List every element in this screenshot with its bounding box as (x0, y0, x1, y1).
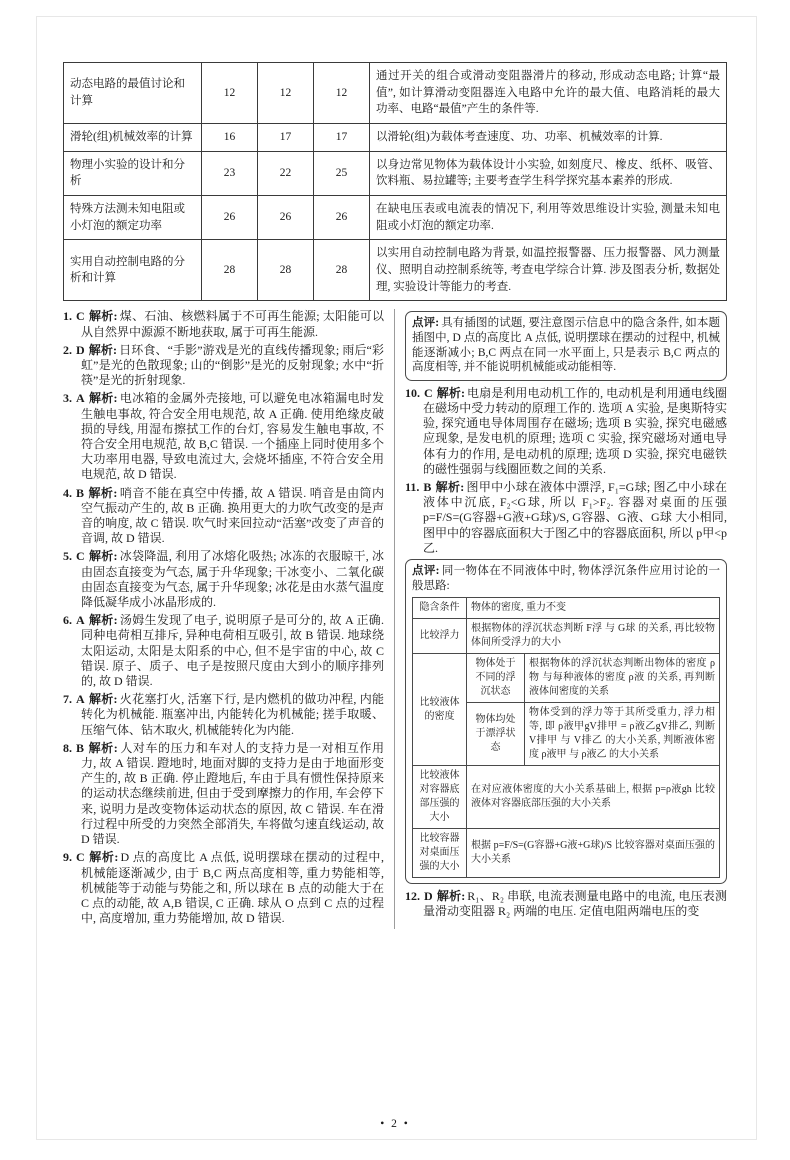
buoyancy-label-cell: 比较浮力 (413, 619, 467, 654)
answer-columns (63, 309, 727, 929)
answer-item-4 (63, 486, 384, 547)
table-row (413, 654, 720, 703)
analysis-label: 解析: (88, 613, 118, 628)
item-number: 8. (63, 740, 72, 755)
topic-cell: 实用自动控制电路的分析和计算 (64, 240, 202, 301)
item-text: R₁、R₂ 串联, 电流表测量电路中的电流, 电压表测量滑动变阻器 R₂ 两端的电压. 定值电阻两端电压的变 (423, 889, 727, 919)
answer-item-3 (63, 391, 384, 482)
analysis-label: 解析: (435, 479, 465, 494)
analysis-label: 解析: (88, 485, 118, 500)
answer-item-2 (63, 343, 384, 389)
item-answer: C (76, 850, 85, 865)
item-text: 日环食、“手影”游戏是光的直线传播现象; 雨后“彩虹”是光的色散现象; 山的“倒影”是光的反射现象; 水中“折筷”是光的折射现象. (81, 342, 384, 388)
left-column (63, 309, 394, 929)
item-number: 9. (63, 850, 72, 865)
table-row (413, 619, 720, 654)
item-answer: A (76, 692, 85, 707)
number-cell: 17 (314, 124, 370, 152)
analysis-label: 解析: (88, 549, 118, 564)
answer-item-8 (63, 741, 384, 847)
item-text: 汤姆生发现了电子, 说明原子是可分的, 故 A 正确. 同种电荷相互排斥, 异种电荷相互吸引, 故 B 错误. 地球绕太阳运动, 太阳是太阳系的中心, 但不是宇宙的中心, 故 C 错误. 原子、质子、电子是按照尺度由大到小的顺序排列的, 故 D 错误. (81, 613, 384, 689)
state-text-cell: 物体受到的浮力等于其所受重力, 浮力相等, 即 ρ液甲gV排甲 = ρ液乙gV排乙, 判断 V排甲 与 V排乙 的大小关系, 判断液体密度 ρ液甲 与 ρ液乙 的大小关系 (525, 703, 720, 766)
topic-cell: 滑轮(组)机械效率的计算 (64, 124, 202, 152)
table-row (64, 240, 727, 301)
number-cell: 28 (314, 240, 370, 301)
analysis-label: 解析: (436, 385, 465, 400)
number-cell: 26 (202, 196, 258, 240)
comment-text: 同一物体在不同液体中时, 物体浮沉条件应用讨论的一般思路: (412, 565, 720, 592)
condition-label-cell: 隐含条件 (413, 598, 467, 619)
analysis-label: 解析: (88, 391, 118, 406)
state-text-cell: 根据物体的浮沉状态判断出物体的密度 ρ物 与每种液体的密度 ρ液 的关系, 再判断液体间密度的关系 (525, 654, 720, 703)
item-answer: D (424, 889, 433, 904)
description-cell: 通过开关的组合或滑动变阻器滑片的移动, 形成动态电路; 计算“最值”, 如计算滑动变阻器连入电路中允许的最大值、电路消耗的最大功率、电路“最值”产生的条件等. (370, 63, 727, 124)
bottom-pressure-label-cell: 比较液体对容器底部压强的大小 (413, 766, 467, 829)
item-number: 1. (63, 309, 72, 324)
comment-label: 点评: (412, 317, 440, 330)
answer-item-9 (63, 850, 384, 926)
page-content (63, 62, 727, 929)
topic-cell: 特殊方法测未知电阻或小灯泡的额定功率 (64, 196, 202, 240)
comment-label: 点评: (412, 565, 440, 577)
item-answer: B (76, 485, 85, 500)
number-cell: 26 (314, 196, 370, 240)
item-answer: D (76, 342, 85, 357)
description-cell: 在缺电压表或电流表的情况下, 利用等效思维设计实验, 测量未知电阻或小灯泡的额定功率. (370, 196, 727, 240)
answer-item-10 (405, 386, 727, 477)
item-number: 2. (63, 342, 72, 357)
table-row (413, 766, 720, 829)
comment-box-2 (405, 559, 727, 884)
answer-item-12 (405, 889, 727, 919)
analysis-label: 解析: (88, 692, 118, 707)
analysis-label: 解析: (436, 889, 466, 904)
item-answer: A (76, 613, 85, 628)
item-answer: C (76, 309, 85, 324)
table-row (413, 829, 720, 878)
topic-cell: 动态电路的最值讨论和计算 (64, 63, 202, 124)
item-number: 10. (405, 385, 420, 400)
table-row (64, 63, 727, 124)
number-cell: 25 (314, 151, 370, 195)
table-row (64, 151, 727, 195)
bottom-pressure-text-cell: 在对应液体密度的大小关系基础上, 根据 p=ρ液gh 比较液体对容器底部压强的大小关系 (467, 766, 720, 829)
item-text: D 点的高度比 A 点低, 说明摆球在摆动的过程中, 机械能逐渐减少, 由于 B,C 两点高度相等, 重力势能相等, 机械能等于动能与势能之和, 所以球在 B 点的动能大于在 C 点的动能, 故 A,B 错误, C 正确. 球从 O 点到 C 点的过程中, 高度增加, 重力势能增加, 故 D 错误. (81, 850, 385, 926)
item-answer: C (424, 385, 433, 400)
comment-text: 具有插图的试题, 要注意图示信息中的隐含条件, 如本题插图中, D 点的高度比 A 点低, 说明摆球在摆动的过程中, 机械能逐渐减小; B,C 两点在同一水平面上, 只是表示 B,C 两点的高度相等, 并不能说明机械能或动能相等. (412, 317, 720, 374)
analysis-label: 解析: (88, 740, 118, 755)
item-answer: C (76, 549, 85, 564)
answer-item-6 (63, 613, 384, 689)
number-cell: 12 (314, 63, 370, 124)
table-pressure-label-cell: 比较容器对桌面压强的大小 (413, 829, 467, 878)
buoyancy-analysis-table (412, 597, 720, 878)
number-cell: 26 (258, 196, 314, 240)
description-cell: 以实用自动控制电路为背景, 如温控报警器、压力报警器、风力测量仪、照明自动控制系统等, 考查电学综合计算. 涉及图表分析, 数据处理, 实验设计等能力的考查. (370, 240, 727, 301)
item-number: 6. (63, 613, 72, 628)
state-sub-cell: 物体处于不同的浮沉状态 (467, 654, 525, 703)
item-answer: B (76, 740, 85, 755)
number-cell: 22 (258, 151, 314, 195)
table-row (64, 124, 727, 152)
item-number: 7. (63, 692, 72, 707)
condition-text-cell: 物体的密度, 重力不变 (467, 598, 720, 619)
table-row (413, 598, 720, 619)
number-cell: 12 (258, 63, 314, 124)
number-cell: 23 (202, 151, 258, 195)
answer-item-1 (63, 309, 384, 339)
item-text: 哨音不能在真空中传播, 故 A 错误. 哨音是由筒内空气振动产生的, 故 B 正确. 换用更大的力吹气改变的是声音的响度, 故 C 错误. 吹气时来回拉动“活塞”改变了声音的音调, 故 D 错误. (81, 485, 384, 546)
item-number: 12. (405, 889, 420, 904)
item-text: 煤、石油、核燃料属于不可再生能源; 太阳能可以从自然界中源源不断地获取, 属于可再生能源. (81, 309, 384, 339)
number-cell: 12 (202, 63, 258, 124)
topic-cell: 物理小实验的设计和分析 (64, 151, 202, 195)
comment-paragraph (412, 564, 720, 593)
number-cell: 17 (258, 124, 314, 152)
item-text: 冰袋降温, 利用了冰熔化吸热; 冰冻的衣服晾干, 冰由固态直接变为气态, 属于升华现象; 干冰变小、二氧化碳由固态直接变为气态, 属于升华现象; 冰花是由水蒸气温度降低凝华成小冰晶形成的. (81, 549, 384, 610)
item-number: 5. (63, 549, 72, 564)
item-text: 人对车的压力和车对人的支持力是一对相互作用力, 故 A 错误. 蹬地时, 地面对脚的支持力是由于地面形变产生的, 故 B 正确. 停止蹬地后, 车由于具有惯性保持原来的运动状态继续前进, 但由于受到摩擦力的作用, 车会停下来, 说明力是改变物体运动状态的原因, 故 C 错误. 车在滑行过程中所受的力突然全部消失, 车将做匀速直线运动, 故 D 错误. (81, 740, 384, 847)
page-number: • 2 • (380, 1118, 410, 1130)
item-number: 3. (63, 391, 72, 406)
description-cell: 以滑轮(组)为载体考查速度、功、功率、机械效率的计算. (370, 124, 727, 152)
item-text: 图甲中小球在液体中漂浮, F₁=G球; 图乙中小球在液体中沉底, F₂<G球, 所以 F₁>F₂. 容器对桌面的压强 p=F/S=(G容器+G液+G球)/S, G容器、G液、G球 大小相同, 图甲中的容器底面积大于图乙中的容器底面积, 所以 p甲<p乙. (423, 479, 727, 555)
item-number: 11. (405, 479, 420, 494)
item-answer: A (76, 391, 85, 406)
item-answer: B (423, 479, 432, 494)
number-cell: 28 (258, 240, 314, 301)
table-pressure-text-cell: 根据 p=F/S=(G容器+G液+G球)/S 比较容器对桌面压强的大小关系 (467, 829, 720, 878)
answer-item-7 (63, 692, 384, 738)
analysis-label: 解析: (88, 309, 118, 324)
answer-item-5 (63, 549, 384, 610)
density-label-cell: 比较液体的密度 (413, 654, 467, 766)
buoyancy-text-cell: 根据物体的浮沉状态判断 F浮 与 G球 的关系, 再比较物体间所受浮力的大小 (467, 619, 720, 654)
description-cell: 以身边常见物体为载体设计小实验, 如刻度尺、橡皮、纸杯、吸管、饮料瓶、易拉罐等; 主要考查学生科学探究基本素养的形成. (370, 151, 727, 195)
number-cell: 28 (202, 240, 258, 301)
analysis-label: 解析: (88, 342, 118, 357)
table-row (64, 196, 727, 240)
comment-box-1 (405, 311, 727, 380)
comment-paragraph (412, 316, 720, 374)
item-number: 4. (63, 485, 72, 500)
item-text: 电扇是利用电动机工作的, 电动机是利用通电线圈在磁场中受力转动的原理工作的. 选项 A 实验, 是奥斯特实验, 探究通电导体周围存在磁场; 选项 B 实验, 探究电磁感应现象, 是发电机的原理; 选项 C 实验, 探究磁场对通电导体有力的作用, 是电动机的原理; 选项 D 实验, 探究电磁铁的磁性强弱与线圈匝数之间的关系. (423, 385, 727, 476)
state-sub-cell: 物体均处于漂浮状态 (467, 703, 525, 766)
item-text: 火花塞打火, 活塞下行, 是内燃机的做功冲程, 内能转化为机械能. 瓶塞冲出, 内能转化为机械能; 搓手取暖、压缩气体、钻木取火, 机械能转化为内能. (81, 692, 384, 737)
number-cell: 16 (202, 124, 258, 152)
right-column (394, 309, 727, 929)
item-text: 电冰箱的金属外壳接地, 可以避免电冰箱漏电时发生触电事故, 符合安全用电规范, 故 A 正确. 使用绝缘皮破损的导线, 用湿布擦拭工作的台灯, 容易发生触电事故, 不符合安全用电规范, 故 B,C 错误. 一个插座上同时使用多个大功率用电器, 导致电流过大, 会烧坏插座, 不符合安全用电规范, 故 D 错误. (81, 391, 384, 482)
answer-item-11 (405, 480, 727, 556)
analysis-label: 解析: (88, 850, 119, 865)
topic-summary-table (63, 62, 727, 301)
